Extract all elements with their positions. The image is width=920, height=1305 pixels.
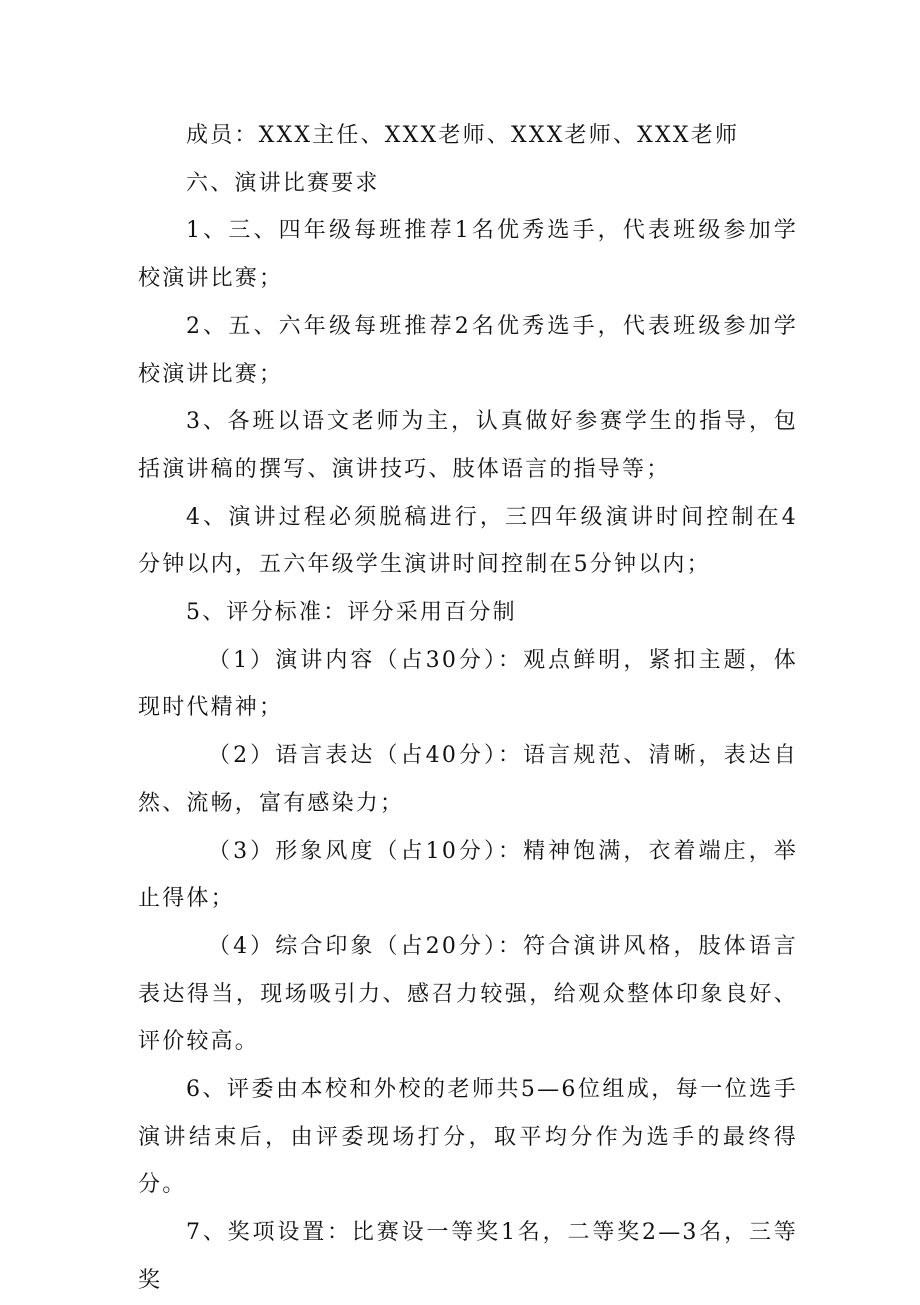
requirement-item: 4、演讲过程必须脱稿进行，三四年级演讲时间控制在4分钟以内，五六年级学生演讲时间控制在5分钟以内；	[138, 504, 798, 578]
requirement-item: 3、各班以语文老师为主，认真做好参赛学生的指导，包括演讲稿的撰写、演讲技巧、肢体语言的指导等；	[138, 409, 798, 482]
requirement-item: 5、评分标准：评分采用百分制	[186, 600, 517, 626]
document-body	[138, 112, 798, 1305]
section-heading: 六、演讲比赛要求	[186, 170, 380, 196]
scoring-criterion: （2）语言表达（占40分）：语言规范、清晰，表达自然、流畅，富有感染力；	[138, 743, 798, 816]
scoring-criterion: （3）形象风度（占10分）：精神饱满，衣着端庄，举止得体；	[138, 838, 798, 912]
requirement-item: 1、三、四年级每班推荐1名优秀选手，代表班级参加学校演讲比赛；	[138, 218, 798, 292]
members-line: 成员：XXX主任、XXX老师、XXX老师、XXX老师	[186, 123, 740, 148]
scoring-criterion: （4）综合印象（占20分）：符合演讲风格，肢体语言表达得当，现场吸引力、感召力较强，给观众整体印象良好、评价较高。	[138, 933, 798, 1055]
requirement-item: 7、奖项设置：比赛设一等奖1名，二等奖2—3名，三等奖	[138, 1220, 798, 1293]
requirement-item: 6、评委由本校和外校的老师共5—6位组成，每一位选手演讲结束后，由评委现场打分，取平均分作为选手的最终得分。	[138, 1077, 798, 1198]
scoring-criterion: （1）演讲内容（占30分）：观点鲜明，紧扣主题，体现时代精神；	[138, 647, 798, 721]
requirement-item: 2、五、六年级每班推荐2名优秀选手，代表班级参加学校演讲比赛；	[138, 313, 798, 387]
